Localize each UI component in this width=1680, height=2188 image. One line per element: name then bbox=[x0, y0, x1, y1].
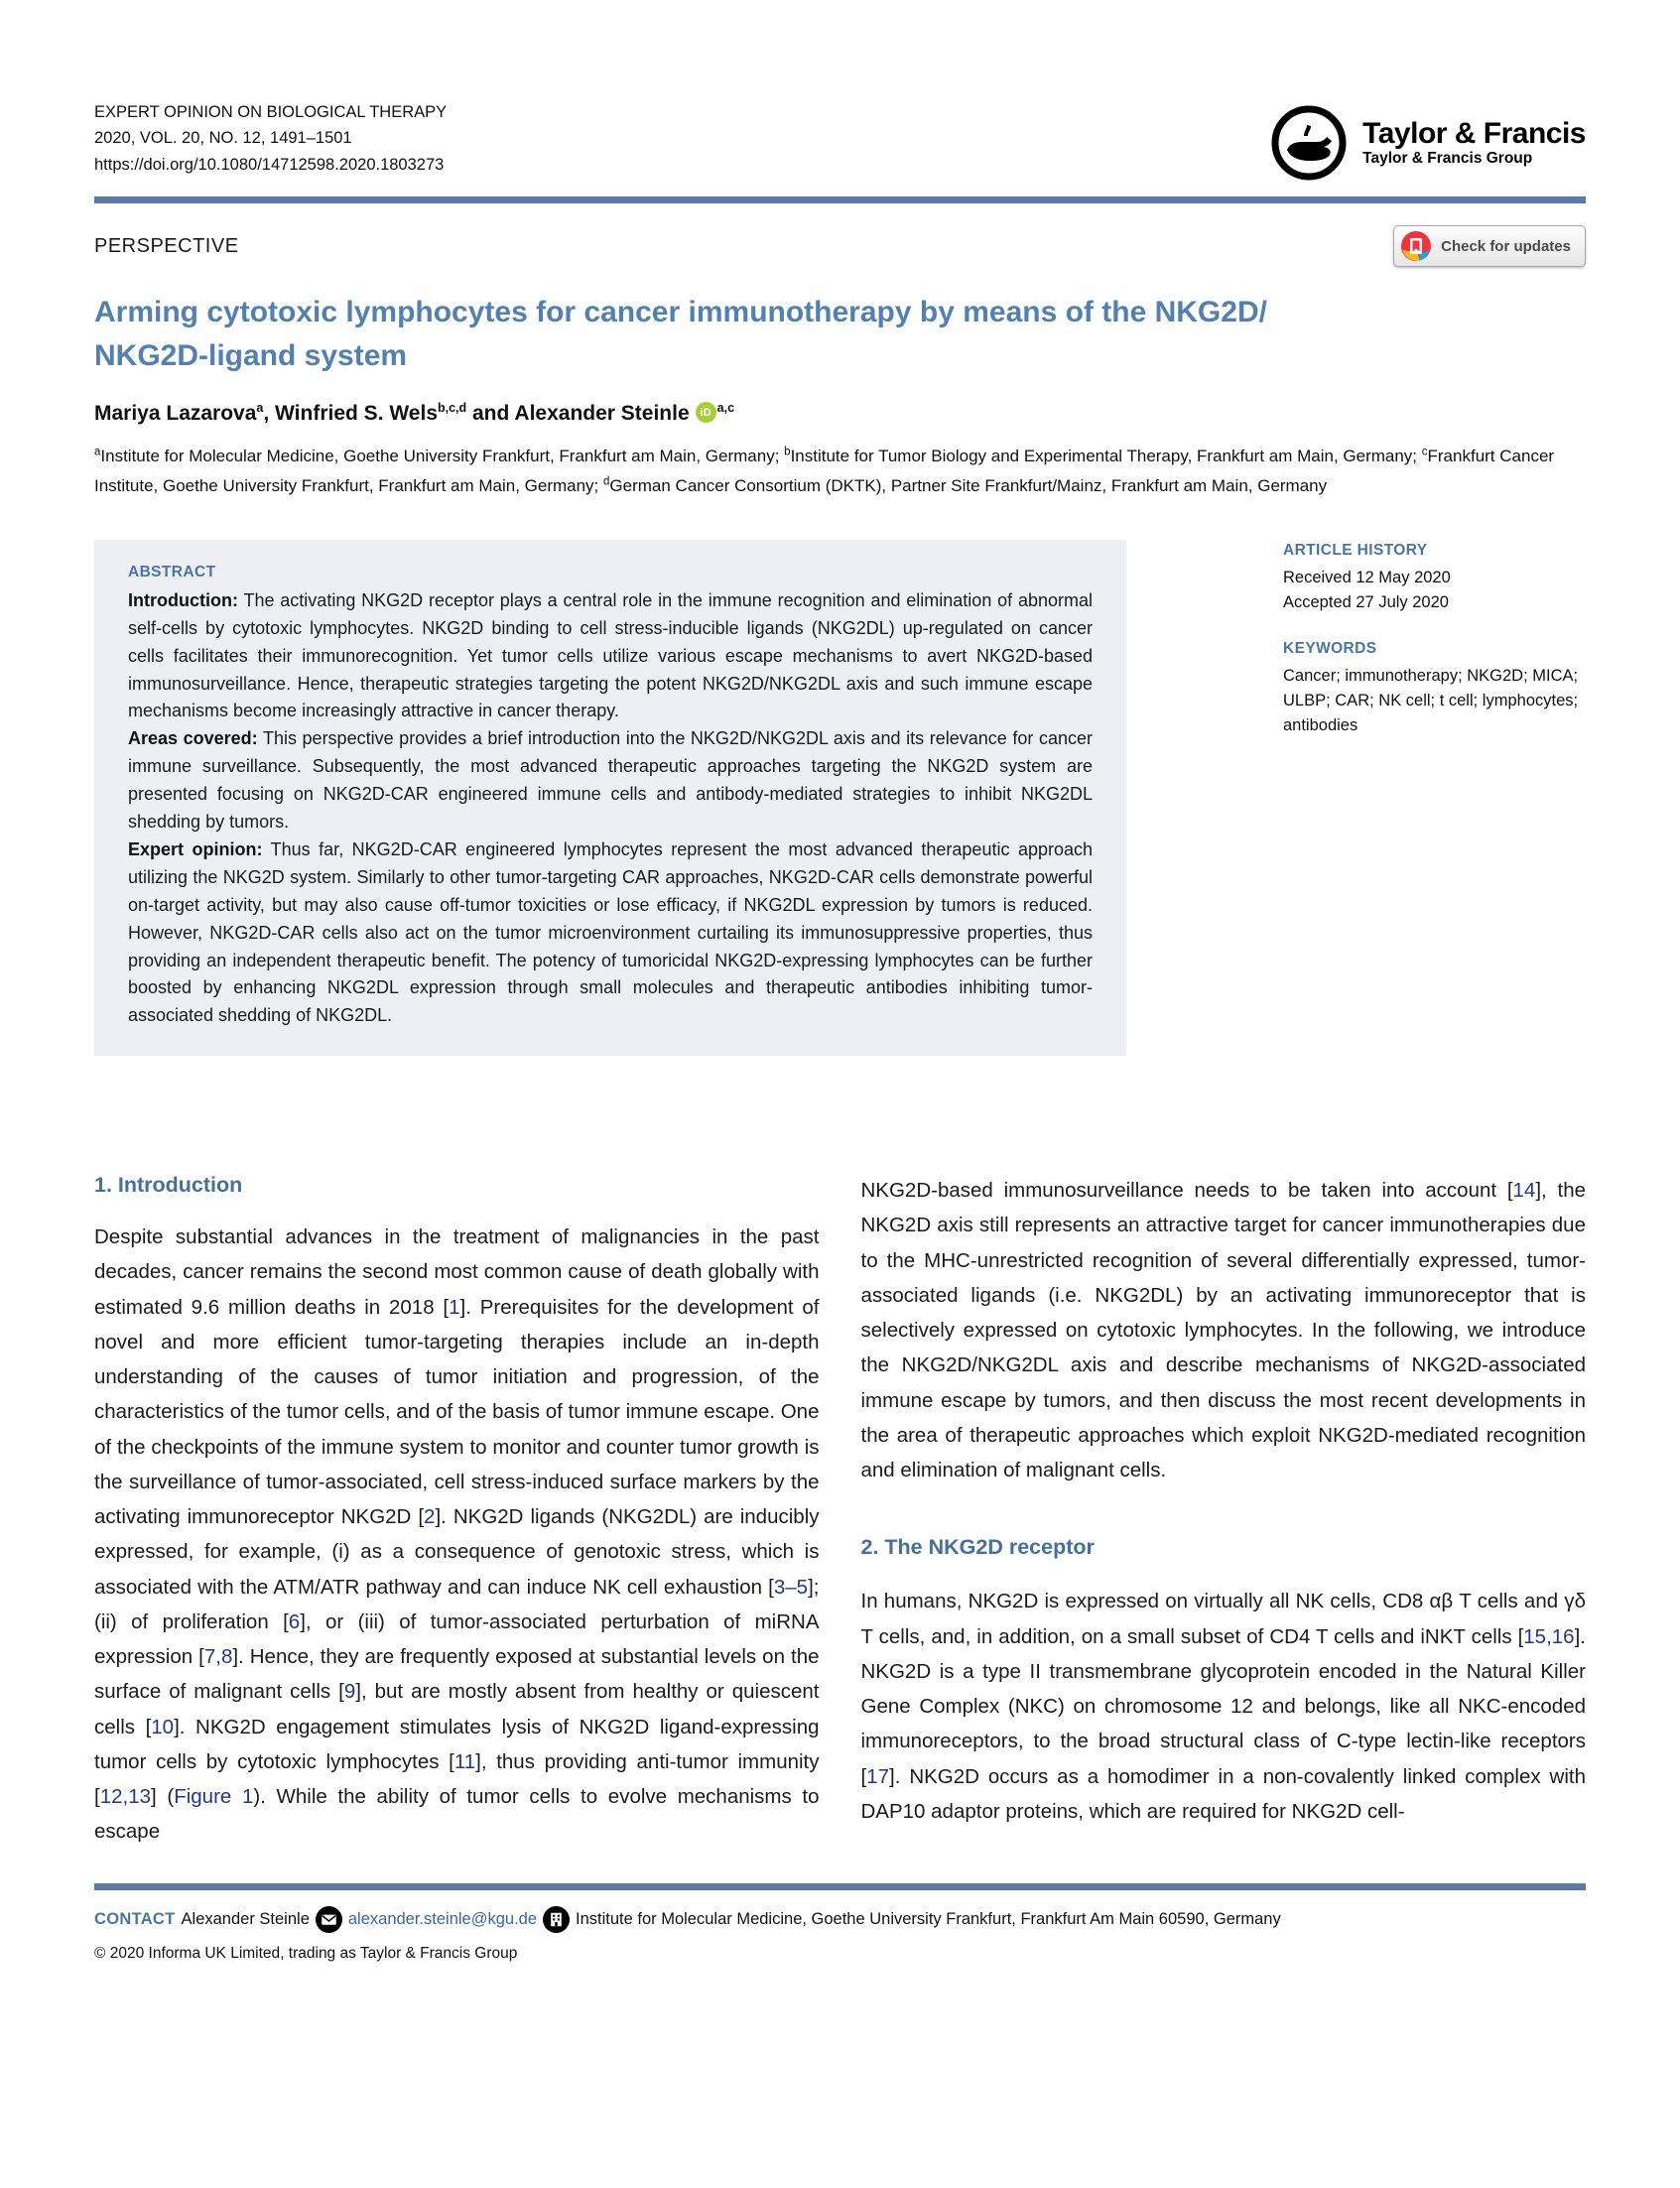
keywords-list: Cancer; immunotherapy; NKG2D; MICA; ULBP; CAR; NK cell; t cell; lymphocytes; antibodies bbox=[1283, 667, 1579, 734]
reference-link[interactable]: 10 bbox=[151, 1715, 175, 1738]
doi-link[interactable]: https://doi.org/10.1080/14712598.2020.1803273 bbox=[94, 155, 445, 174]
affiliation-c: $^c$Frankfurt Cancer Institute, Goethe University Frankfurt, Frankfurt am Main, Germany; bbox=[94, 446, 1555, 495]
contact-address: Institute for Molecular Medicine, Goethe University Frankfurt, Frankfurt Am Main 60590, Germany bbox=[576, 1909, 1281, 1928]
article-title bbox=[94, 291, 1586, 377]
article-type-label: PERSPECTIVE bbox=[94, 234, 239, 257]
left-column bbox=[94, 1173, 820, 1850]
author-name: Alexander Steinle bbox=[514, 402, 690, 425]
abstract-expert-opinion: Expert opinion: Thus far, NKG2D-CAR engineered lymphocytes represent the most advanced therapeutic approach utilizing the NKG2D system. Similarly to other tumor-targeting CAR approaches, NKG2D-CAR cells demonstrate powerful on-target activity, but may also cause off-tumor toxicities or lose efficacy, if NKG2DL expression by tumors is reduced. However, NKG2D-CAR cells also act on the tumor microenvironment curtailing its immunosuppressive properties, thus providing an independent therapeutic benefit. The potency of tumoricidal NKG2D-expressing lymphocytes can be further boosted by enhancing NKG2DL expression through small molecules and therapeutic antibodies inhibiting tumor-associated shedding of NKG2DL. bbox=[128, 838, 1093, 1026]
reference-link[interactable]: 17 bbox=[866, 1764, 890, 1788]
reference-link[interactable]: 1 bbox=[449, 1295, 460, 1319]
crossmark-icon bbox=[1400, 230, 1432, 262]
email-icon bbox=[316, 1906, 342, 1933]
abstract-introduction: Introduction: The activating NKG2D receptor plays a central role in the immune recognition and elimination of abnormal self-cells by cytotoxic lymphocytes. NKG2D binding to cell stress-inducible ligands (NKG2DL) up-regulated on cancer cells facilitates their immunorecognition. Yet tumor cells utilize various escape mechanisms to avert NKG2D-based immunosurveillance. Hence, therapeutic strategies targeting the potent NKG2D/NKG2DL axis and such immune escape mechanisms become increasingly attractive in cancer therapy. bbox=[128, 589, 1093, 721]
affiliation-b: $^b$Institute for Tumor Biology and Experimental Therapy, Frankfurt am Main, Germany; bbox=[784, 446, 1422, 466]
section-1-paragraph bbox=[94, 1220, 820, 1850]
abstract-section-label: Expert opinion: bbox=[128, 838, 263, 859]
text-run: ]. NKG2D is a type II transmembrane glycoprotein encoded in the Natural Killer Gene Complex (NKC) on chromosome 12 and belongs, like all NKC-encoded immunoreceptors, to the broad structural class of C-type lectin-like receptors [ bbox=[860, 1624, 1586, 1788]
text-run: In humans, NKG2D is expressed on virtually all NK cells, CD8 αβ T cells and γδ T cells, and, in addition, on a small subset of CD4 T cells and iNKT cells [ bbox=[860, 1590, 1586, 1648]
text-run: ], thus providing anti-tumor immunity [ bbox=[94, 1749, 820, 1809]
building-icon bbox=[543, 1906, 570, 1933]
author-affil-sup: a bbox=[256, 401, 264, 415]
reference-link[interactable]: 3–5 bbox=[773, 1575, 809, 1599]
affiliation-d: $^d$German Cancer Consortium (DKTK), Partner Site Frankfurt/Mainz, Frankfurt am Main, Germany bbox=[603, 475, 1328, 495]
publisher-logo bbox=[1269, 103, 1586, 183]
publisher-group: Taylor & Francis Group bbox=[1362, 149, 1533, 167]
keywords-heading: KEYWORDS bbox=[1283, 640, 1377, 658]
abstract-heading: ABSTRACT bbox=[128, 563, 216, 580]
text-run: ]. Prerequisites for the development of novel and more efficient tumor-targeting therapies include an in-depth understanding of the causes of tumor initiation and progression, of the characteristics of the tumor cells, and of the basis of tumor immune escape. One of the checkpoints of the immune system to monitor and counter tumor growth is the surveillance of tumor-associated, cell stress-induced surface markers by the activating immunoreceptor NKG2D [ bbox=[94, 1295, 820, 1529]
author-affil-sup: b,c,d bbox=[438, 401, 467, 415]
abstract-row bbox=[94, 540, 1586, 1056]
abstract-section-label: Areas covered: bbox=[128, 728, 258, 749]
author-1 bbox=[94, 402, 275, 425]
copyright-line: © 2020 Informa UK Limited, trading as Taylor & Francis Group bbox=[94, 1944, 518, 1962]
text-run: NKG2D-based immunosurveillance needs to be taken into account [ bbox=[860, 1179, 1513, 1203]
author-line bbox=[94, 401, 1586, 426]
title-line-2: NKG2D-ligand system bbox=[94, 338, 408, 372]
author-name: Winfried S. Wels bbox=[275, 402, 438, 425]
reference-link[interactable]: Figure 1 bbox=[174, 1785, 254, 1809]
author-2 bbox=[275, 402, 514, 425]
reference-link[interactable]: 12,13 bbox=[99, 1785, 152, 1809]
check-for-updates-button[interactable] bbox=[1393, 225, 1586, 267]
orcid-icon[interactable]: iD bbox=[696, 402, 716, 423]
text-run: ], but are mostly absent from healthy or quiescent cells [ bbox=[94, 1680, 820, 1738]
publisher-name: Taylor & Francis bbox=[1362, 117, 1586, 151]
text-run: ]; (ii) of proliferation [ bbox=[94, 1575, 820, 1633]
author-separator: and bbox=[466, 402, 515, 425]
journal-name: EXPERT OPINION ON BIOLOGICAL THERAPY bbox=[94, 103, 448, 121]
contact-line bbox=[94, 1906, 1586, 1933]
author-affil-sup: a,c bbox=[716, 401, 735, 415]
text-run: ]. NKG2D engagement stimulates lysis of NKG2D ligand-expressing tumor cells by cytotoxic lymphocytes [ bbox=[94, 1715, 820, 1773]
text-run: ). While the ability of tumor cells to evolve mechanisms to escape bbox=[94, 1785, 820, 1844]
journal-info bbox=[94, 99, 447, 178]
accepted-date: Accepted 27 July 2020 bbox=[1283, 592, 1449, 611]
reference-link[interactable]: 15,16 bbox=[1523, 1624, 1575, 1648]
text-run: ], or (iii) of tumor-associated perturbation of miRNA expression [ bbox=[94, 1609, 820, 1669]
affiliation-a: $^a$Institute for Molecular Medicine, Goethe University Frankfurt, Frankfurt am Main, Germany; bbox=[94, 446, 785, 466]
section-2-paragraph bbox=[861, 1584, 1587, 1829]
abstract-areas-covered: Areas covered: This perspective provides a brief introduction into the NKG2D/NKG2DL axis and its relevance for cancer immune surveillance. Subsequently, the most advanced therapeutic approaches targeting the NKG2D system are presented focusing on NKG2D-CAR engineered immune cells and antibody-mediated strategies to inhibit NKG2DL shedding by tumors. bbox=[128, 728, 1093, 833]
header-divider bbox=[94, 196, 1586, 203]
footer-divider bbox=[94, 1883, 1586, 1890]
contact-name: Alexander Steinle bbox=[181, 1909, 310, 1928]
author-3 bbox=[514, 402, 734, 425]
check-for-updates-label: Check for updates bbox=[1441, 237, 1571, 255]
reference-link[interactable]: 11 bbox=[453, 1749, 476, 1773]
text-run: ] ( bbox=[151, 1785, 175, 1809]
reference-link[interactable]: 2 bbox=[424, 1505, 436, 1529]
affiliations bbox=[94, 442, 1586, 499]
section-1-paragraph-continued bbox=[861, 1173, 1587, 1487]
body-columns bbox=[94, 1173, 1586, 1850]
meta-row bbox=[94, 225, 1586, 267]
text-run: ]. NKG2D occurs as a homodimer in a non-covalently linked complex with DAP10 adaptor proteins, which are required for NKG2D cell- bbox=[860, 1764, 1586, 1823]
text-run: ]. NKG2D ligands (NKG2DL) are inducibly expressed, for example, (i) as a consequence of genotoxic stress, which is associated with the ATM/ATR pathway and can induce NK cell exhaustion [ bbox=[94, 1505, 820, 1599]
reference-link[interactable]: 6 bbox=[288, 1609, 301, 1633]
text-run: Despite substantial advances in the treatment of malignancies in the past decades, cancer remains the second most common cause of death globally with estimated 9.6 million deaths in 2018 [ bbox=[94, 1225, 820, 1319]
article-history-heading: ARTICLE HISTORY bbox=[1283, 541, 1428, 559]
section-2-heading: 2. The NKG2D receptor bbox=[860, 1535, 1095, 1560]
text-run: ], the NKG2D axis still represents an attractive target for cancer immunotherapies due to the MHC-unrestricted recognition of several differentially expressed, tumor-associated ligands (i.e. NKG2DL) by an activating immunoreceptor that is selectively expressed on cytotoxic lymphocytes. In the following, we introduce the NKG2D/NKG2DL axis and describe mechanisms of NKG2D-associated immune escape by tumors, and then discuss the most recent developments in the area of therapeutic approaches which exploit NKG2D-mediated recognition and elimination of malignant cells. bbox=[860, 1179, 1586, 1482]
abstract-section-label: Introduction: bbox=[128, 589, 238, 610]
article-sidebar bbox=[1283, 540, 1586, 1056]
abstract-box bbox=[94, 540, 1126, 1056]
contact-email-link[interactable]: alexander.steinle@kgu.de bbox=[347, 1909, 538, 1928]
author-separator: , bbox=[263, 402, 276, 425]
journal-issue: 2020, VOL. 20, NO. 12, 1491–1501 bbox=[94, 129, 352, 148]
keywords-block bbox=[1283, 640, 1586, 737]
text-run: ]. Hence, they are frequently exposed at substantial levels on the surface of malignant cells [ bbox=[94, 1645, 820, 1704]
page-footer bbox=[94, 1906, 1586, 1963]
reference-link[interactable]: 9 bbox=[343, 1680, 356, 1704]
right-column bbox=[861, 1173, 1587, 1850]
contact-label: CONTACT bbox=[94, 1909, 176, 1928]
page-header bbox=[94, 99, 1586, 183]
author-name: Mariya Lazarova bbox=[94, 402, 257, 425]
publisher-text bbox=[1362, 118, 1586, 168]
article-history-block bbox=[1283, 542, 1586, 615]
reference-link[interactable]: 14 bbox=[1512, 1179, 1536, 1203]
reference-link[interactable]: 7,8 bbox=[203, 1645, 233, 1669]
received-date: Received 12 May 2020 bbox=[1283, 568, 1451, 586]
title-line-1: Arming cytotoxic lymphocytes for cancer immunotherapy by means of the NKG2D/ bbox=[94, 296, 1267, 328]
taylor-francis-lamp-icon bbox=[1269, 103, 1349, 183]
section-1-heading: 1. Introduction bbox=[94, 1173, 243, 1198]
